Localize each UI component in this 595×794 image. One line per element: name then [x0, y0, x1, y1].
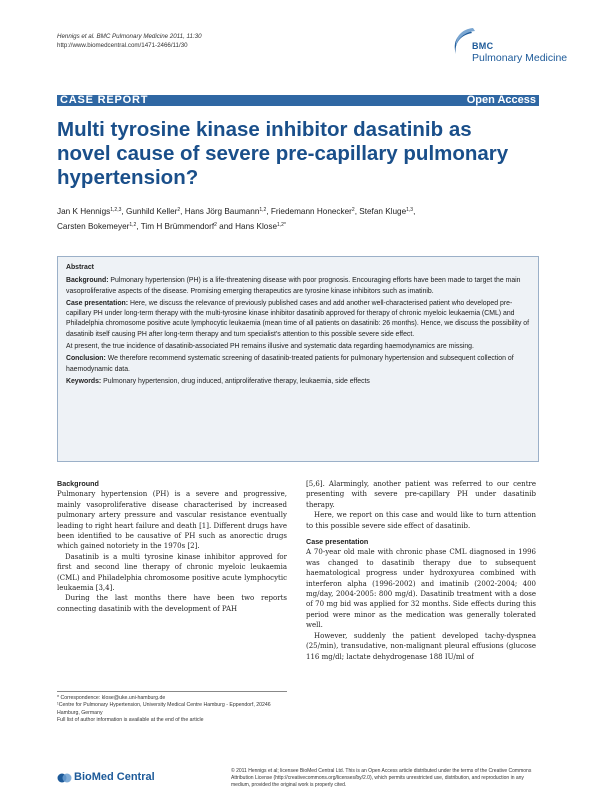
biomed-central-icon	[57, 772, 72, 784]
citation-line: Hennigs et al. BMC Pulmonary Medicine 2011, 11:30	[57, 33, 202, 40]
correspondence-note: * Correspondence: klose@uke.uni-hamburg.de	[57, 695, 166, 701]
article-title: Multi tyrosine kinase inhibitor dasatinib as novel cause of severe pre-capillary pulmonary hypertension?	[57, 118, 509, 189]
abstract-background: Background: Pulmonary hypertension (PH) is a life-threatening disease with poor prognosis. Encouraging efforts have been made to target the main vasoproliferative aspects of the disease. Promising emerging therapeutics are tyrosine kinase inhibitors such as imatinib.	[66, 277, 521, 295]
open-access-label: Open Access	[466, 94, 536, 106]
journal-logo-name: Pulmonary Medicine	[472, 52, 568, 64]
journal-logo-bmc: BMC	[472, 41, 494, 51]
abstract-case-cont: At present, the true incidence of dasatinib-associated PH remains illusive and systematic data regarding haemodynamics are missing.	[66, 343, 474, 351]
body-paragraph: Pulmonary hypertension (PH) is a severe and progressive, mainly vasoproliferative disease characterised by increased pulmonary artery pressure and vascular resistance eventually leading to right heart failure and death [1]. Different drugs have been identified to be causative of PH such as anorectic drugs which gained notoriety in the 1970s [2].	[57, 490, 287, 551]
article-type-bar	[57, 95, 539, 106]
author[interactable]: Carsten Bokemeyer$^{1,2}$	[57, 221, 137, 231]
section-heading-case: Case presentation	[306, 537, 369, 547]
body-paragraph: During the last months there have been two reports connecting dasatinib with the development of PAH	[57, 594, 287, 613]
biomed-central-wordmark: BioMed Central	[74, 771, 155, 783]
body-right-column	[306, 479, 536, 662]
author-list: Jan K Hennigs$^{1,2,3}$, Gunhild Keller$^2$, Hans Jörg Baumann$^{1,2}$, Friedemann Honecker$^2$, Stefan Kluge$^{1,3}$, Carsten Bokemeyer$^{1,2}$, Tim H Brümmendorf$^2$ and Hans Klose$^{1,2*}$	[57, 207, 416, 231]
author[interactable]: Tim H Brümmendorf$^2$	[140, 221, 217, 231]
abstract-case: Case presentation: Here, we discuss the relevance of previously published cases and add another well-characterised patient who developed pre-capillary PH under long-term therapy with the multi-tyrosine kinase inhibitor dasatinib approved for therapy of chronic myeloic leukaemia (CML) and Philadelphia chromosome positive acute lymphocytic leukaemia (mean time of all patients on dasatinib: 26 months). Hence, we discuss the possibility of dasatinib itself causing PH after long-term therapy and turn specialist's attention to this possible severe side effect.	[66, 299, 530, 338]
article-type: CASE REPORT	[60, 94, 149, 106]
abstract-conclusion: Conclusion: We therefore recommend systematic screening of dasatinib-treated patients for pulmonary hypertension and subsequent collection of haemodynamic data.	[66, 355, 514, 373]
body-paragraph: [5,6]. Alarmingly, another patient was referred to our centre presenting with severe pre-capillary PH under dasatinib therapy.	[306, 480, 536, 509]
author[interactable]: Hans Jörg Baumann$^{1,2}$	[184, 207, 267, 216]
affiliation-note: ¹Centre for Pulmonary Hypertension, University Medical Centre Hamburg - Eppendorf, 20246 Hamburg, Germany	[57, 702, 271, 716]
abstract-box	[57, 256, 539, 462]
article-url[interactable]: http://www.biomedcentral.com/1471-2466/11/30	[57, 42, 188, 49]
author[interactable]: Hans Klose$^{1,2*}$	[235, 221, 286, 231]
author[interactable]: Friedemann Honecker$^2$	[270, 207, 355, 216]
section-heading-background: Background	[57, 479, 99, 488]
body-paragraph: Here, we report on this case and would like to turn attention to this possible severe side effect of dasatinib.	[306, 511, 536, 530]
author[interactable]: Jan K Hennigs$^{1,2,3}$	[57, 207, 122, 216]
body-paragraph: A 70-year old male with chronic phase CML diagnosed in 1996 was changed to dasatinib therapy due to subsequent haematological progress under hydroxyurea combined with interferon alpha (1996-2002) and imatinib (2002-2004; 400 mg/day, 2004-2005: 800 mg/d). Dasatinib treatment with a dose of 70 mg bid was applied for 32 months. Side effects during this period were minor as the medication was generally tolerated well.	[306, 548, 536, 630]
body-left-column	[57, 479, 287, 614]
abstract-heading: Abstract	[66, 264, 94, 271]
author[interactable]: Stefan Kluge$^{1,3}$	[359, 207, 414, 216]
body-paragraph: However, suddenly the patient developed tachy-dyspnea (25/min), transudative, non-malignant pleural effusions (glucose 116 mg/dl; lactate dehydrogenase 188 IU/ml of	[306, 631, 536, 661]
author-info-note: Full list of author information is available at the end of the article	[57, 717, 204, 724]
body-paragraph: Dasatinib is a multi tyrosine kinase inhibitor approved for first and second line therapy of chronic myeloic leukaemia (CML) and Philadelphia chromosome positive acute lymphocytic leukaemia [3,4].	[57, 552, 287, 593]
footnotes	[57, 691, 287, 725]
running-head	[57, 32, 202, 50]
abstract-keywords: Keywords: Pulmonary hypertension, drug induced, antiproliferative therapy, leukaemia, side effects	[66, 377, 370, 385]
license-statement: © 2011 Hennigs et al; licensee BioMed Central Ltd. This is an Open Access article distributed under the terms of the Creative Commons Attribution License (http://creativecommons.org/licenses/by/2.0), which permits unrestricted use, distribution, and reproduction in any medium, provided the original work is properly cited.	[231, 768, 532, 788]
journal-logo	[448, 26, 568, 74]
author[interactable]: Gunhild Keller$^2$	[125, 207, 181, 216]
